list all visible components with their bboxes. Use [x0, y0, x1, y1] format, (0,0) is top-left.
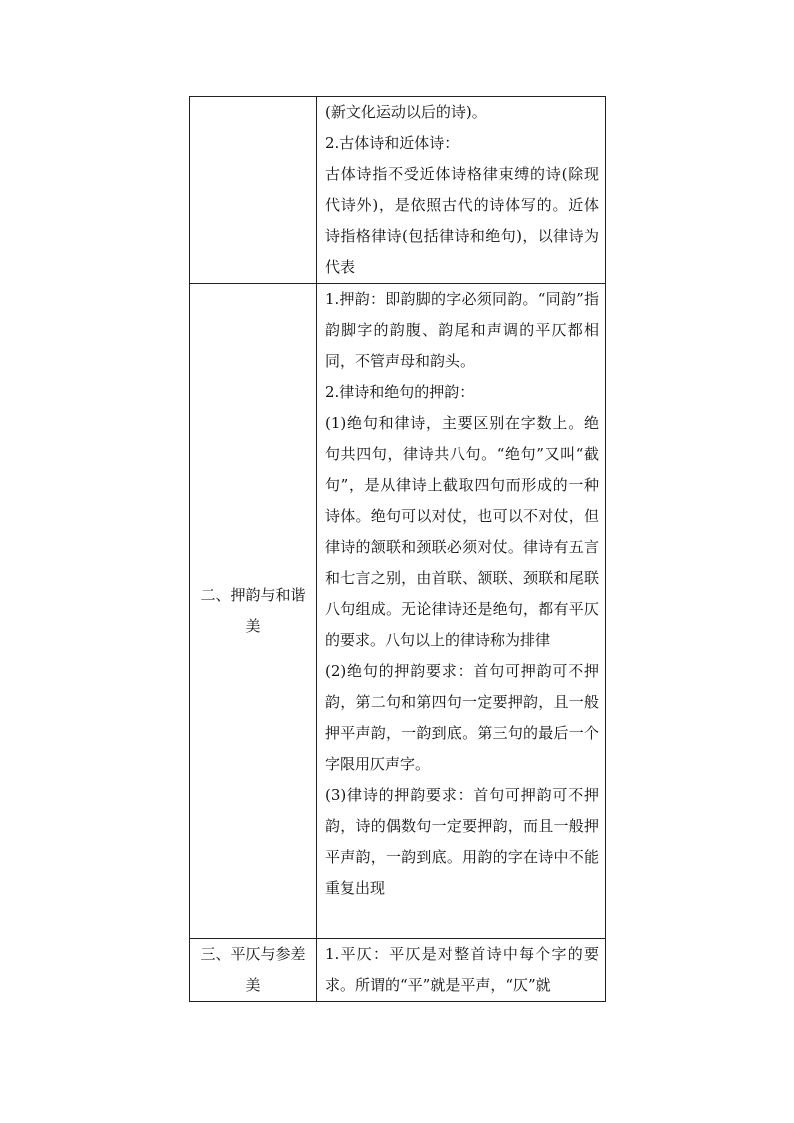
content-table	[189, 96, 606, 1002]
paragraph: 1.平仄：平仄是对整首诗中每个字的要求。所谓的“平”就是平声，“仄”就	[325, 945, 599, 994]
row-content	[317, 284, 606, 939]
paragraph: 1.押韵：即韵脚的字必须同韵。“同韵”指韵脚字的韵腹、韵尾和声调的平仄都相同，不管声母和韵头。	[325, 290, 599, 370]
row-heading	[190, 97, 317, 284]
table-row	[190, 97, 606, 284]
row-heading: 二、押韵与和谐美	[190, 284, 317, 939]
row-content	[317, 97, 606, 284]
table-row	[190, 939, 606, 1002]
table-row	[190, 284, 606, 939]
paragraph: (3)律诗的押韵要求：首句可押韵可不押韵，诗的偶数句一定要押韵，而且一般押平声韵，一韵到底。用韵的字在诗中不能重复出现	[325, 786, 599, 897]
row-heading: 三、平仄与参差美	[190, 939, 317, 1002]
paragraph: 2.律诗和绝句的押韵：	[325, 383, 475, 401]
paragraph: (1)绝句和律诗，主要区别在字数上。绝句共四句，律诗共八句。“绝句”又叫“截句”，是从律诗上截取四句而形成的一种诗体。绝句可以对仗，也可以不对仗，但律诗的颔联和颈联必须对仗。律诗有五言和七言之别，由首联、颔联、颈联和尾联八句组成。无论律诗还是绝句，都有平仄的要求。八句以上的律诗称为排律	[325, 414, 599, 649]
row-content	[317, 939, 606, 1002]
paragraph: (2)绝句的押韵要求：首句可押韵可不押韵，第二句和第四句一定要押韵，且一般押平声韵，一韵到底。第三句的最后一个字限用仄声字。	[325, 662, 599, 773]
paragraph: 2.古体诗和近体诗：	[325, 134, 460, 152]
paragraph: 古体诗指不受近体诗格律束缚的诗(除现代诗外)，是依照古代的诗体写的。近体诗指格律诗(包括律诗和绝句)，以律诗为代表	[325, 165, 599, 276]
paragraph: (新文化运动以后的诗)。	[325, 103, 487, 121]
